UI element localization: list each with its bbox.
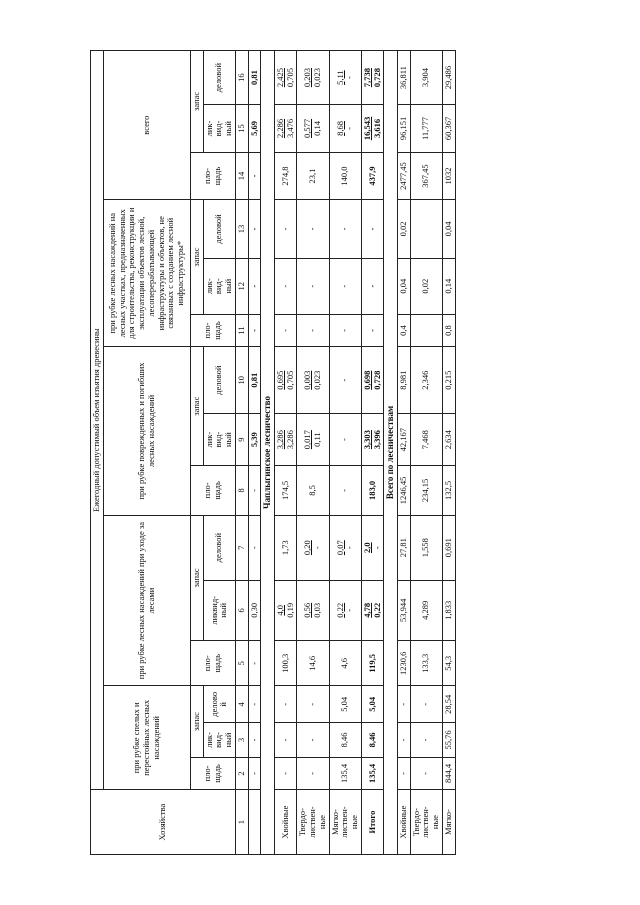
data-cell (361, 414, 384, 466)
cell-value-sub: 0,728 (371, 68, 382, 88)
header-stock: запас (190, 515, 203, 640)
data-cell: 8,46 (329, 723, 361, 758)
data-cell: - (397, 686, 410, 723)
table-row (329, 51, 361, 855)
data-cell: 0,14 (442, 258, 455, 314)
row-name: Итого (361, 790, 384, 855)
volume-table (90, 50, 456, 855)
data-cell: 23,1 (297, 152, 329, 200)
cell-value-sub: 0,705 (284, 370, 295, 390)
data-cell: 60,367 (442, 105, 455, 153)
column-number: 3 (235, 723, 248, 758)
section-title: Всего по лесничествам (384, 51, 397, 855)
cell-value-sub: 0,22 (371, 602, 382, 618)
header-area: пло- щадь (190, 152, 235, 200)
header-stock: запас (190, 686, 203, 757)
data-cell: - (361, 258, 384, 314)
header-business: деловой (203, 200, 235, 258)
summary-cell: 0,30 (248, 580, 261, 641)
column-number: 13 (235, 200, 248, 258)
data-cell: 119,5 (361, 641, 384, 686)
data-cell: 100,3 (274, 641, 297, 686)
cell-value-main: 16,543 (361, 116, 372, 141)
data-cell (361, 347, 384, 414)
table-row (384, 51, 397, 855)
data-cell: - (297, 686, 329, 723)
row-name: Хвойные (274, 790, 297, 855)
data-cell: 96,151 (397, 105, 410, 153)
data-cell: 0,215 (442, 347, 455, 414)
cell-value-main: 0,203 (302, 68, 313, 88)
data-cell (329, 105, 361, 153)
data-cell (274, 580, 297, 641)
cell-value-sub: 3,286 (284, 430, 295, 450)
data-cell: 367,45 (410, 152, 442, 200)
data-cell: 55,76 (442, 723, 455, 758)
data-cell (274, 51, 297, 105)
data-cell (297, 580, 329, 641)
header-business: деловой (203, 515, 235, 580)
column-number: 9 (235, 414, 248, 466)
cell-value-sub: 0,023 (312, 68, 322, 88)
summary-cell: - (248, 641, 261, 686)
data-cell: - (274, 757, 297, 789)
data-cell: 135,4 (329, 757, 361, 789)
summary-cell: - (248, 686, 261, 723)
cell-value-main: 0,56 (302, 602, 313, 618)
data-cell: 2,634 (442, 414, 455, 466)
cell-value-main: 3,286 (274, 430, 285, 450)
data-cell: - (297, 757, 329, 789)
data-cell: 0,02 (397, 200, 410, 258)
header-farms: Хозяйства (91, 790, 236, 855)
cell-value-main: 0,577 (302, 118, 313, 139)
data-cell (329, 51, 361, 105)
summary-cell: 0,81 (248, 347, 261, 414)
cell-value-sub: 0,728 (371, 370, 382, 390)
header-annual: Ежегодный допустимый объем изъятия древесины (91, 51, 104, 790)
data-cell: 174,5 (274, 466, 297, 516)
data-cell: 1,558 (410, 515, 442, 580)
column-number: 5 (235, 641, 248, 686)
header-business: делово й (203, 686, 235, 723)
row-name: Твердо- листвен- ные (410, 790, 442, 855)
cell-value-main: 5,11 (334, 70, 345, 85)
cell-value-main: 2,425 (274, 68, 285, 88)
cell-value-sub: - (312, 546, 322, 550)
header-liquid: лик- вид- ный (203, 723, 235, 758)
cell-value-sub: 3,476 (284, 118, 295, 139)
data-cell: 274,8 (274, 152, 297, 200)
header-group: при рубке лесных насаждений при уходе за лесами (103, 515, 190, 686)
data-cell: - (274, 686, 297, 723)
summary-cell: 5,39 (248, 414, 261, 466)
row-name: Мягко- листвен- ные (329, 790, 361, 855)
data-cell (329, 515, 361, 580)
data-cell: 2,346 (410, 347, 442, 414)
cell-value-sub: - (371, 546, 382, 550)
table-row (361, 51, 384, 855)
data-cell: 29,486 (442, 51, 455, 105)
cell-value-main: 0,003 (302, 370, 313, 390)
data-cell: - (297, 200, 329, 258)
data-cell: 437,9 (361, 152, 384, 200)
data-cell: 135,4 (361, 757, 384, 789)
table-row (235, 51, 248, 855)
data-cell (361, 105, 384, 153)
cell-value-sub: - (344, 76, 355, 80)
data-cell: 42,167 (397, 414, 410, 466)
column-number: 11 (235, 314, 248, 346)
cell-value-sub: 0,14 (312, 121, 322, 136)
data-cell: - (410, 723, 442, 758)
data-cell: 140,0 (329, 152, 361, 200)
data-cell: 11,777 (410, 105, 442, 153)
cell-value-main: 7,738 (361, 68, 372, 88)
header-group: при рубке спелых и перестойных лесных насаждений (103, 686, 190, 790)
data-cell: - (329, 414, 361, 466)
header-group: всего (103, 51, 190, 200)
column-number: 8 (235, 466, 248, 516)
data-cell: 844,4 (442, 757, 455, 789)
data-cell: - (329, 466, 361, 516)
data-cell: 8,5 (297, 466, 329, 516)
data-cell (361, 515, 384, 580)
table-row (91, 51, 104, 855)
cell-value-main: 0,22 (334, 602, 345, 618)
summary-cell: 0,81 (248, 51, 261, 105)
table-row (397, 51, 410, 855)
data-cell: 0,02 (410, 258, 442, 314)
data-cell: 2477,45 (397, 152, 410, 200)
data-cell (297, 414, 329, 466)
data-cell: 1032 (442, 152, 455, 200)
data-cell: 1230,6 (397, 641, 410, 686)
header-stock: запас (190, 51, 203, 153)
data-cell: 4,6 (329, 641, 361, 686)
data-cell: 53,944 (397, 580, 410, 641)
data-cell: 3,904 (410, 51, 442, 105)
data-cell: 36,811 (397, 51, 410, 105)
cell-value-main: 4,78 (361, 602, 372, 618)
table-row (248, 51, 261, 855)
summary-cell: 5,69 (248, 105, 261, 153)
table-row (442, 51, 455, 855)
data-cell: - (297, 723, 329, 758)
cell-value-main: 4,0 (274, 605, 285, 616)
cell-value-main: 2,286 (274, 118, 285, 139)
cell-value-sub: - (344, 127, 355, 130)
cell-value-sub: - (344, 546, 355, 550)
data-cell: 4,289 (410, 580, 442, 641)
column-number: 12 (235, 258, 248, 314)
header-business: деловой (203, 51, 235, 105)
column-number: 10 (235, 347, 248, 414)
header-liquid: лик- вид- ный (203, 105, 235, 153)
data-cell (361, 580, 384, 641)
data-cell: 1,833 (442, 580, 455, 641)
data-cell: 5,04 (361, 686, 384, 723)
header-liquid: ликвид- ный (203, 580, 235, 641)
column-number: 7 (235, 515, 248, 580)
cell-value-main: 2,0 (361, 542, 372, 553)
data-cell (274, 105, 297, 153)
header-liquid: лик- вид- ный (203, 258, 235, 314)
data-cell: 5,04 (329, 686, 361, 723)
cell-value-main: 0,695 (274, 370, 285, 390)
row-name: Мягко- (442, 790, 455, 855)
cell-value-main: 0,698 (361, 370, 372, 390)
summary-cell: - (248, 723, 261, 758)
data-cell: 0,4 (397, 314, 410, 346)
data-cell: - (329, 258, 361, 314)
row-name: Хвойные (397, 790, 410, 855)
section-title: Чаплыгинское лесничество (261, 51, 274, 855)
summary-cell: - (248, 200, 261, 258)
data-cell: - (297, 314, 329, 346)
data-cell: 54,3 (442, 641, 455, 686)
summary-label (248, 790, 261, 855)
data-cell (297, 515, 329, 580)
cell-value-sub: 3,616 (371, 118, 382, 139)
cell-value-main: 0,07 (334, 540, 345, 556)
summary-cell: - (248, 314, 261, 346)
data-cell: 14,6 (297, 641, 329, 686)
cell-value-sub: 0,11 (312, 432, 322, 447)
data-cell: - (274, 258, 297, 314)
cell-value-main: 0,017 (302, 430, 313, 450)
summary-cell: - (248, 466, 261, 516)
data-cell (297, 51, 329, 105)
data-cell: - (274, 200, 297, 258)
cell-value-sub: 0,19 (284, 602, 295, 618)
data-cell: 0,691 (442, 515, 455, 580)
row-name: Твердо- листвен- ные (297, 790, 329, 855)
data-cell: - (274, 723, 297, 758)
column-number: 14 (235, 152, 248, 200)
header-group: при рубке лесных насаждений на лесных участках, предназначенных для строительства, реконструкции и эксплуатации объектов лесной, лесоперерабатывающей инфраструктуры и объектов, не связанных с созданием лесной инфраструктуры* (103, 200, 190, 347)
data-cell: 1,73 (274, 515, 297, 580)
data-cell (297, 347, 329, 414)
summary-cell: - (248, 757, 261, 789)
column-number: 16 (235, 51, 248, 105)
column-number: 4 (235, 686, 248, 723)
data-cell: - (361, 200, 384, 258)
column-number: 15 (235, 105, 248, 153)
data-cell: - (410, 757, 442, 789)
data-cell: 0,04 (442, 200, 455, 258)
summary-cell: - (248, 515, 261, 580)
column-number: 1 (235, 790, 248, 855)
data-cell (297, 105, 329, 153)
data-cell: - (410, 686, 442, 723)
data-cell: 7,468 (410, 414, 442, 466)
data-cell (274, 414, 297, 466)
data-cell: 132,5 (442, 466, 455, 516)
header-area: пло- щадь (190, 466, 235, 516)
data-cell: - (297, 258, 329, 314)
data-cell (410, 314, 442, 346)
data-cell: 183,0 (361, 466, 384, 516)
table-row (297, 51, 329, 855)
header-group: при рубке поврежденных и погибших лесных насаждений (103, 347, 190, 516)
cell-value-sub: 0,03 (312, 602, 322, 618)
summary-cell: - (248, 152, 261, 200)
table-row (410, 51, 442, 855)
data-cell: 0,8 (442, 314, 455, 346)
header-liquid: лик- вид- ный (203, 414, 235, 466)
data-cell: - (329, 314, 361, 346)
data-cell: - (329, 347, 361, 414)
cell-value-sub: 0,023 (312, 370, 322, 390)
table-row (190, 51, 203, 855)
header-area: пло- щадь (190, 314, 235, 346)
data-cell: 1246,45 (397, 466, 410, 516)
data-cell (361, 51, 384, 105)
header-stock: запас (190, 200, 203, 315)
data-cell: 0,04 (397, 258, 410, 314)
data-cell: - (274, 314, 297, 346)
data-cell (274, 347, 297, 414)
column-number: 6 (235, 580, 248, 641)
header-area: пло- щадь (190, 757, 235, 789)
cell-value-sub: 0,705 (284, 68, 295, 88)
data-cell: - (397, 723, 410, 758)
cell-value-main: 3,303 (361, 430, 372, 450)
data-cell: 133,3 (410, 641, 442, 686)
data-cell (329, 580, 361, 641)
table-row (103, 51, 190, 855)
cell-value-main: 8,68 (334, 121, 345, 136)
data-cell: 27,81 (397, 515, 410, 580)
cell-value-sub: 3,396 (371, 430, 382, 450)
cell-value-sub: - (344, 608, 355, 612)
data-cell: 8,981 (397, 347, 410, 414)
header-stock: запас (190, 347, 203, 466)
data-cell: - (361, 314, 384, 346)
summary-cell: - (248, 258, 261, 314)
header-area: пло- щадь (190, 641, 235, 686)
column-number: 2 (235, 757, 248, 789)
data-cell: 234,15 (410, 466, 442, 516)
table-row (274, 51, 297, 855)
data-cell: 8,46 (361, 723, 384, 758)
data-cell (410, 200, 442, 258)
cell-value-main: 0,20 (302, 540, 313, 556)
data-cell: 28,54 (442, 686, 455, 723)
table-row (261, 51, 274, 855)
header-business: деловой (203, 347, 235, 414)
data-cell: - (329, 200, 361, 258)
data-cell: - (397, 757, 410, 789)
